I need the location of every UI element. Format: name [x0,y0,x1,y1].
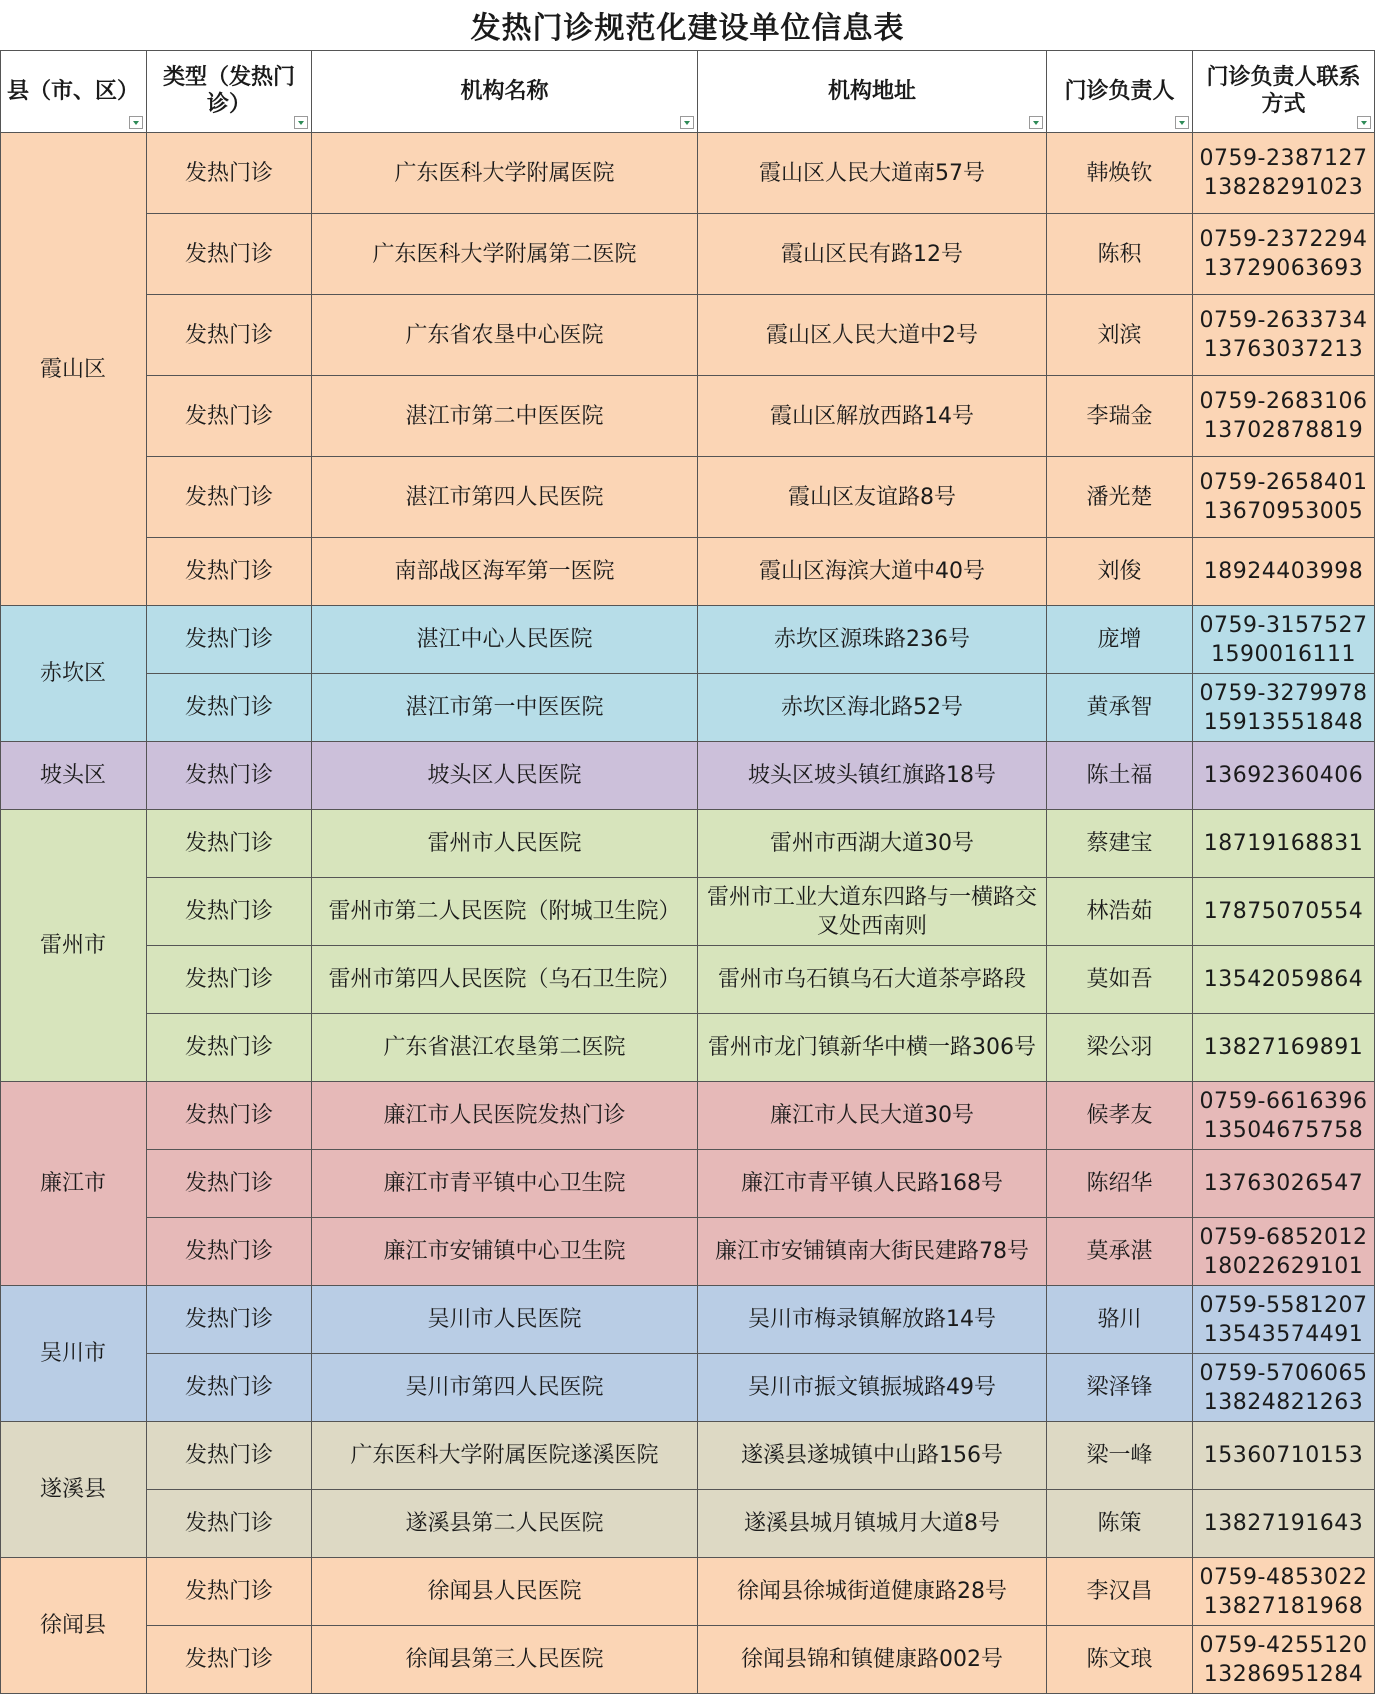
county-cell-text: 霞山区 [39,356,106,382]
county-cell-text: 吴川市 [39,1341,106,1366]
address-cell [698,457,1047,538]
column-header-1-text: 县（市、区） [6,78,139,104]
address-cell-text: 吴川市梅录镇解放路14号 [748,1307,996,1332]
address-cell [698,1082,1047,1150]
type-cell [147,742,312,810]
type-cell [147,538,312,606]
county-cell-text: 赤坎区 [39,661,106,686]
county-cell [0,1082,147,1286]
contact-cell-text: 0759-4853022 13827181968 [1199,1564,1368,1619]
institution-name-cell-text: 广东省湛江农垦第二医院 [383,1035,626,1060]
address-cell [698,133,1047,214]
address-cell-text: 坡头区坡头镇红旗路18号 [748,763,996,788]
type-cell [147,1354,312,1422]
contact-cell-text: 13763026547 [1203,1171,1364,1196]
manager-cell-text: 梁一峰 [1086,1443,1153,1468]
manager-cell-text: 梁泽锋 [1086,1375,1153,1400]
contact-cell-text: 0759-3157527 1590016111 [1199,612,1368,667]
institution-name-cell [312,295,698,376]
address-cell [698,1218,1047,1286]
column-header-4 [698,50,1047,133]
manager-cell [1047,295,1193,376]
manager-cell [1047,1354,1193,1422]
manager-cell-text: 刘滨 [1097,322,1142,348]
contact-cell-text: 0759-2658401 13670953005 [1199,470,1368,524]
manager-cell-text: 陈策 [1097,1511,1142,1536]
institution-name-cell-text: 廉江市青平镇中心卫生院 [383,1171,626,1196]
manager-cell [1047,742,1193,810]
address-cell-text: 雷州市龙门镇新华中横一路306号 [708,1035,1036,1060]
manager-cell [1047,674,1193,742]
address-cell-text: 赤坎区源珠路236号 [774,627,970,652]
manager-cell-text: 林浩茹 [1086,899,1153,924]
institution-name-cell [312,1286,698,1354]
address-cell [698,946,1047,1014]
type-cell [147,1218,312,1286]
institution-name-cell-text: 雷州市人民医院 [427,831,582,856]
address-cell-text: 廉江市人民大道30号 [770,1103,974,1128]
column-header-6-text: 门诊负责人联系方式 [1206,65,1361,117]
institution-name-cell [312,742,698,810]
manager-cell [1047,946,1193,1014]
type-cell-text: 发热门诊 [184,695,273,720]
contact-cell [1193,878,1375,946]
manager-cell [1047,878,1193,946]
county-cell-text: 坡头区 [39,763,106,788]
manager-cell-text: 庞增 [1097,627,1142,652]
institution-name-cell [312,1354,698,1422]
address-cell-text: 雷州市工业大道东四路与一横路交叉处西南则 [706,884,1037,939]
address-cell [698,1014,1047,1082]
type-cell-text: 发热门诊 [184,1103,273,1128]
address-cell-text: 霞山区人民大道中2号 [766,322,978,348]
address-cell [698,1150,1047,1218]
type-cell-text: 发热门诊 [184,1375,273,1400]
county-cell [0,810,147,1082]
manager-cell-text: 骆川 [1097,1307,1142,1332]
filter-dropdown-icon[interactable] [129,116,143,129]
county-cell [0,133,147,606]
contact-cell [1193,742,1375,810]
institution-name-cell [312,1626,698,1694]
type-cell [147,674,312,742]
contact-cell [1193,606,1375,674]
manager-cell [1047,1150,1193,1218]
type-cell-text: 发热门诊 [184,484,273,510]
column-header-2 [147,50,312,133]
address-cell [698,1286,1047,1354]
address-cell-text: 徐闻县锦和镇健康路002号 [741,1647,1003,1672]
institution-name-cell-text: 廉江市安铺镇中心卫生院 [383,1239,626,1264]
filter-dropdown-icon[interactable] [294,116,308,129]
county-cell-text: 廉江市 [39,1171,106,1196]
type-cell-text: 发热门诊 [184,1511,273,1536]
institution-name-cell-text: 徐闻县第三人民医院 [405,1647,604,1672]
manager-cell [1047,133,1193,214]
type-cell-text: 发热门诊 [184,1171,273,1196]
institution-name-cell [312,1490,698,1558]
institution-name-cell-text: 雷州市第四人民医院（乌石卫生院） [328,967,681,992]
institution-name-cell [312,1014,698,1082]
institution-name-cell-text: 湛江市第二中医医院 [405,403,604,429]
column-header-6 [1193,50,1375,133]
filter-dropdown-icon[interactable] [680,116,694,129]
type-cell [147,457,312,538]
institution-name-cell-text: 湛江中心人民医院 [416,627,593,652]
type-cell-text: 发热门诊 [184,1035,273,1060]
type-cell [147,1150,312,1218]
institution-name-cell [312,810,698,878]
type-cell-text: 发热门诊 [184,627,273,652]
manager-cell-text: 陈土福 [1086,763,1153,788]
contact-cell-text: 13827191643 [1203,1511,1364,1536]
institution-name-cell-text: 广东省农垦中心医院 [405,322,604,348]
contact-cell-text: 0759-6852012 18022629101 [1199,1224,1368,1279]
contact-cell-text: 0759-2633734 13763037213 [1199,308,1368,362]
contact-cell [1193,376,1375,457]
address-cell [698,606,1047,674]
manager-cell [1047,1014,1193,1082]
institution-name-cell [312,606,698,674]
address-cell-text: 吴川市振文镇振城路49号 [748,1375,996,1400]
contact-cell [1193,1354,1375,1422]
contact-cell [1193,133,1375,214]
type-cell [147,1558,312,1626]
address-cell [698,1422,1047,1490]
contact-cell-text: 0759-5581207 13543574491 [1199,1292,1368,1347]
manager-cell-text: 蔡建宝 [1086,831,1153,856]
contact-cell [1193,810,1375,878]
manager-cell [1047,1490,1193,1558]
contact-cell-text: 0759-5706065 13824821263 [1199,1360,1368,1415]
type-cell-text: 发热门诊 [184,403,273,429]
type-cell [147,946,312,1014]
address-cell-text: 雷州市西湖大道30号 [770,831,974,856]
manager-cell [1047,1626,1193,1694]
address-cell [698,1490,1047,1558]
manager-cell [1047,376,1193,457]
contact-cell [1193,1014,1375,1082]
type-cell-text: 发热门诊 [184,1239,273,1264]
manager-cell-text: 梁公羽 [1086,1035,1153,1060]
manager-cell [1047,1422,1193,1490]
county-cell [0,606,147,742]
manager-cell-text: 潘光楚 [1086,484,1153,510]
institution-name-cell [312,133,698,214]
contact-cell-text: 13692360406 [1203,763,1364,788]
institution-name-cell-text: 湛江市第四人民医院 [405,484,604,510]
contact-cell [1193,1626,1375,1694]
county-cell [0,742,147,810]
institution-name-cell [312,1218,698,1286]
manager-cell-text: 候孝友 [1086,1103,1153,1128]
address-cell [698,1626,1047,1694]
column-header-5-text: 门诊负责人 [1064,78,1175,104]
address-cell-text: 霞山区友谊路8号 [788,484,956,510]
address-cell [698,214,1047,295]
institution-name-cell [312,457,698,538]
contact-cell [1193,1218,1375,1286]
manager-cell [1047,1558,1193,1626]
institution-name-cell [312,674,698,742]
type-cell-text: 发热门诊 [184,967,273,992]
contact-cell [1193,538,1375,606]
contact-cell [1193,214,1375,295]
address-cell [698,538,1047,606]
filter-dropdown-icon[interactable] [1175,116,1189,129]
type-cell-text: 发热门诊 [184,831,273,856]
contact-cell-text: 0759-2683106 13702878819 [1199,389,1368,443]
manager-cell [1047,1082,1193,1150]
institution-name-cell-text: 吴川市人民医院 [427,1307,582,1332]
manager-cell [1047,606,1193,674]
type-cell-text: 发热门诊 [184,241,273,267]
contact-cell-text: 18924403998 [1203,559,1364,584]
address-cell-text: 廉江市青平镇人民路168号 [741,1171,1003,1196]
contact-cell [1193,1422,1375,1490]
type-cell [147,214,312,295]
contact-cell [1193,1150,1375,1218]
contact-cell [1193,674,1375,742]
address-cell [698,295,1047,376]
type-cell-text: 发热门诊 [184,763,273,788]
address-cell-text: 霞山区民有路12号 [781,241,963,267]
county-cell [0,1558,147,1694]
manager-cell-text: 刘俊 [1097,559,1142,584]
contact-cell-text: 18719168831 [1203,831,1364,856]
address-cell [698,1558,1047,1626]
type-cell [147,133,312,214]
institution-name-cell-text: 广东医科大学附属医院 [394,160,615,186]
type-cell [147,295,312,376]
contact-cell [1193,457,1375,538]
manager-cell [1047,538,1193,606]
institution-name-cell [312,1150,698,1218]
type-cell [147,376,312,457]
type-cell [147,1082,312,1150]
institution-name-cell [312,946,698,1014]
contact-cell-text: 15360710153 [1203,1443,1364,1468]
type-cell [147,1286,312,1354]
contact-cell-text: 0759-4255120 13286951284 [1199,1632,1368,1687]
institution-name-cell [312,1082,698,1150]
institution-name-cell-text: 南部战区海军第一医院 [394,559,615,584]
institution-name-cell-text: 吴川市第四人民医院 [405,1375,604,1400]
county-cell-text: 雷州市 [39,933,106,958]
manager-cell-text: 韩焕钦 [1086,160,1153,186]
type-cell [147,1014,312,1082]
contact-cell-text: 0759-3279978 15913551848 [1199,680,1368,735]
contact-cell-text: 17875070554 [1203,899,1364,924]
institution-name-cell [312,1422,698,1490]
institution-name-cell-text: 广东医科大学附属第二医院 [372,241,637,267]
address-cell [698,1354,1047,1422]
column-header-3 [312,50,698,133]
type-cell-text: 发热门诊 [184,1647,273,1672]
manager-cell-text: 莫如吾 [1086,967,1153,992]
county-cell [0,1286,147,1422]
type-cell-text: 发热门诊 [184,559,273,584]
type-cell [147,810,312,878]
institution-name-cell-text: 雷州市第二人民医院（附城卫生院） [328,899,681,924]
address-cell-text: 赤坎区海北路52号 [781,695,963,720]
column-header-5 [1047,50,1193,133]
filter-dropdown-icon[interactable] [1357,116,1371,129]
manager-cell-text: 陈绍华 [1086,1171,1153,1196]
type-cell-text: 发热门诊 [184,1307,273,1332]
manager-cell [1047,810,1193,878]
institution-name-cell-text: 湛江市第一中医医院 [405,695,604,720]
column-header-3-text: 机构名称 [460,78,549,104]
type-cell-text: 发热门诊 [184,899,273,924]
column-header-4-text: 机构地址 [827,78,916,104]
manager-cell-text: 莫承湛 [1086,1239,1153,1264]
type-cell-text: 发热门诊 [184,1443,273,1468]
type-cell-text: 发热门诊 [184,160,273,186]
institution-name-cell-text: 坡头区人民医院 [427,763,582,788]
type-cell [147,1490,312,1558]
contact-cell-text: 0759-6616396 13504675758 [1199,1088,1368,1143]
address-cell [698,742,1047,810]
type-cell-text: 发热门诊 [184,322,273,348]
manager-cell [1047,457,1193,538]
type-cell-text: 发热门诊 [184,1579,273,1604]
manager-cell-text: 陈文琅 [1086,1647,1153,1672]
institution-name-cell-text: 徐闻县人民医院 [427,1579,582,1604]
sheet-title: 发热门诊规范化建设单位信息表 [0,0,1375,50]
manager-cell-text: 李瑞金 [1086,403,1153,429]
contact-cell [1193,295,1375,376]
contact-cell-text: 0759-2372294 13729063693 [1199,227,1368,281]
address-cell-text: 遂溪县遂城镇中山路156号 [741,1443,1003,1468]
institution-name-cell [312,1558,698,1626]
info-table [0,50,1375,1694]
address-cell-text: 廉江市安铺镇南大街民建路78号 [715,1239,1029,1264]
manager-cell-text: 李汉昌 [1086,1579,1153,1604]
address-cell [698,674,1047,742]
manager-cell-text: 陈积 [1097,241,1142,267]
address-cell-text: 遂溪县城月镇城月大道8号 [744,1511,1000,1536]
manager-cell [1047,214,1193,295]
contact-cell [1193,1490,1375,1558]
county-cell-text: 徐闻县 [39,1613,106,1638]
contact-cell [1193,1286,1375,1354]
contact-cell-text: 0759-2387127 13828291023 [1199,146,1368,200]
manager-cell [1047,1218,1193,1286]
filter-dropdown-icon[interactable] [1029,116,1043,129]
institution-name-cell [312,878,698,946]
address-cell [698,376,1047,457]
address-cell-text: 霞山区人民大道南57号 [759,160,985,186]
contact-cell [1193,946,1375,1014]
county-cell [0,1422,147,1558]
type-cell [147,606,312,674]
address-cell-text: 霞山区海滨大道中40号 [759,559,985,584]
type-cell [147,1422,312,1490]
column-header-1 [0,50,147,133]
contact-cell [1193,1082,1375,1150]
address-cell [698,878,1047,946]
institution-name-cell-text: 廉江市人民医院发热门诊 [383,1103,626,1128]
type-cell [147,1626,312,1694]
contact-cell-text: 13542059864 [1203,967,1364,992]
address-cell-text: 雷州市乌石镇乌石大道茶亭路段 [717,967,1026,992]
institution-name-cell [312,538,698,606]
address-cell-text: 霞山区解放西路14号 [770,403,974,429]
manager-cell [1047,1286,1193,1354]
type-cell [147,878,312,946]
institution-name-cell [312,376,698,457]
institution-name-cell [312,214,698,295]
column-header-2-text: 类型（发热门诊） [162,65,295,117]
manager-cell-text: 黄承智 [1086,695,1153,720]
contact-cell [1193,1558,1375,1626]
county-cell-text: 遂溪县 [39,1477,106,1502]
institution-name-cell-text: 广东医科大学附属医院遂溪医院 [350,1443,659,1468]
address-cell-text: 徐闻县徐城街道健康路28号 [737,1579,1007,1604]
institution-name-cell-text: 遂溪县第二人民医院 [405,1511,604,1536]
contact-cell-text: 13827169891 [1203,1035,1364,1060]
address-cell [698,810,1047,878]
